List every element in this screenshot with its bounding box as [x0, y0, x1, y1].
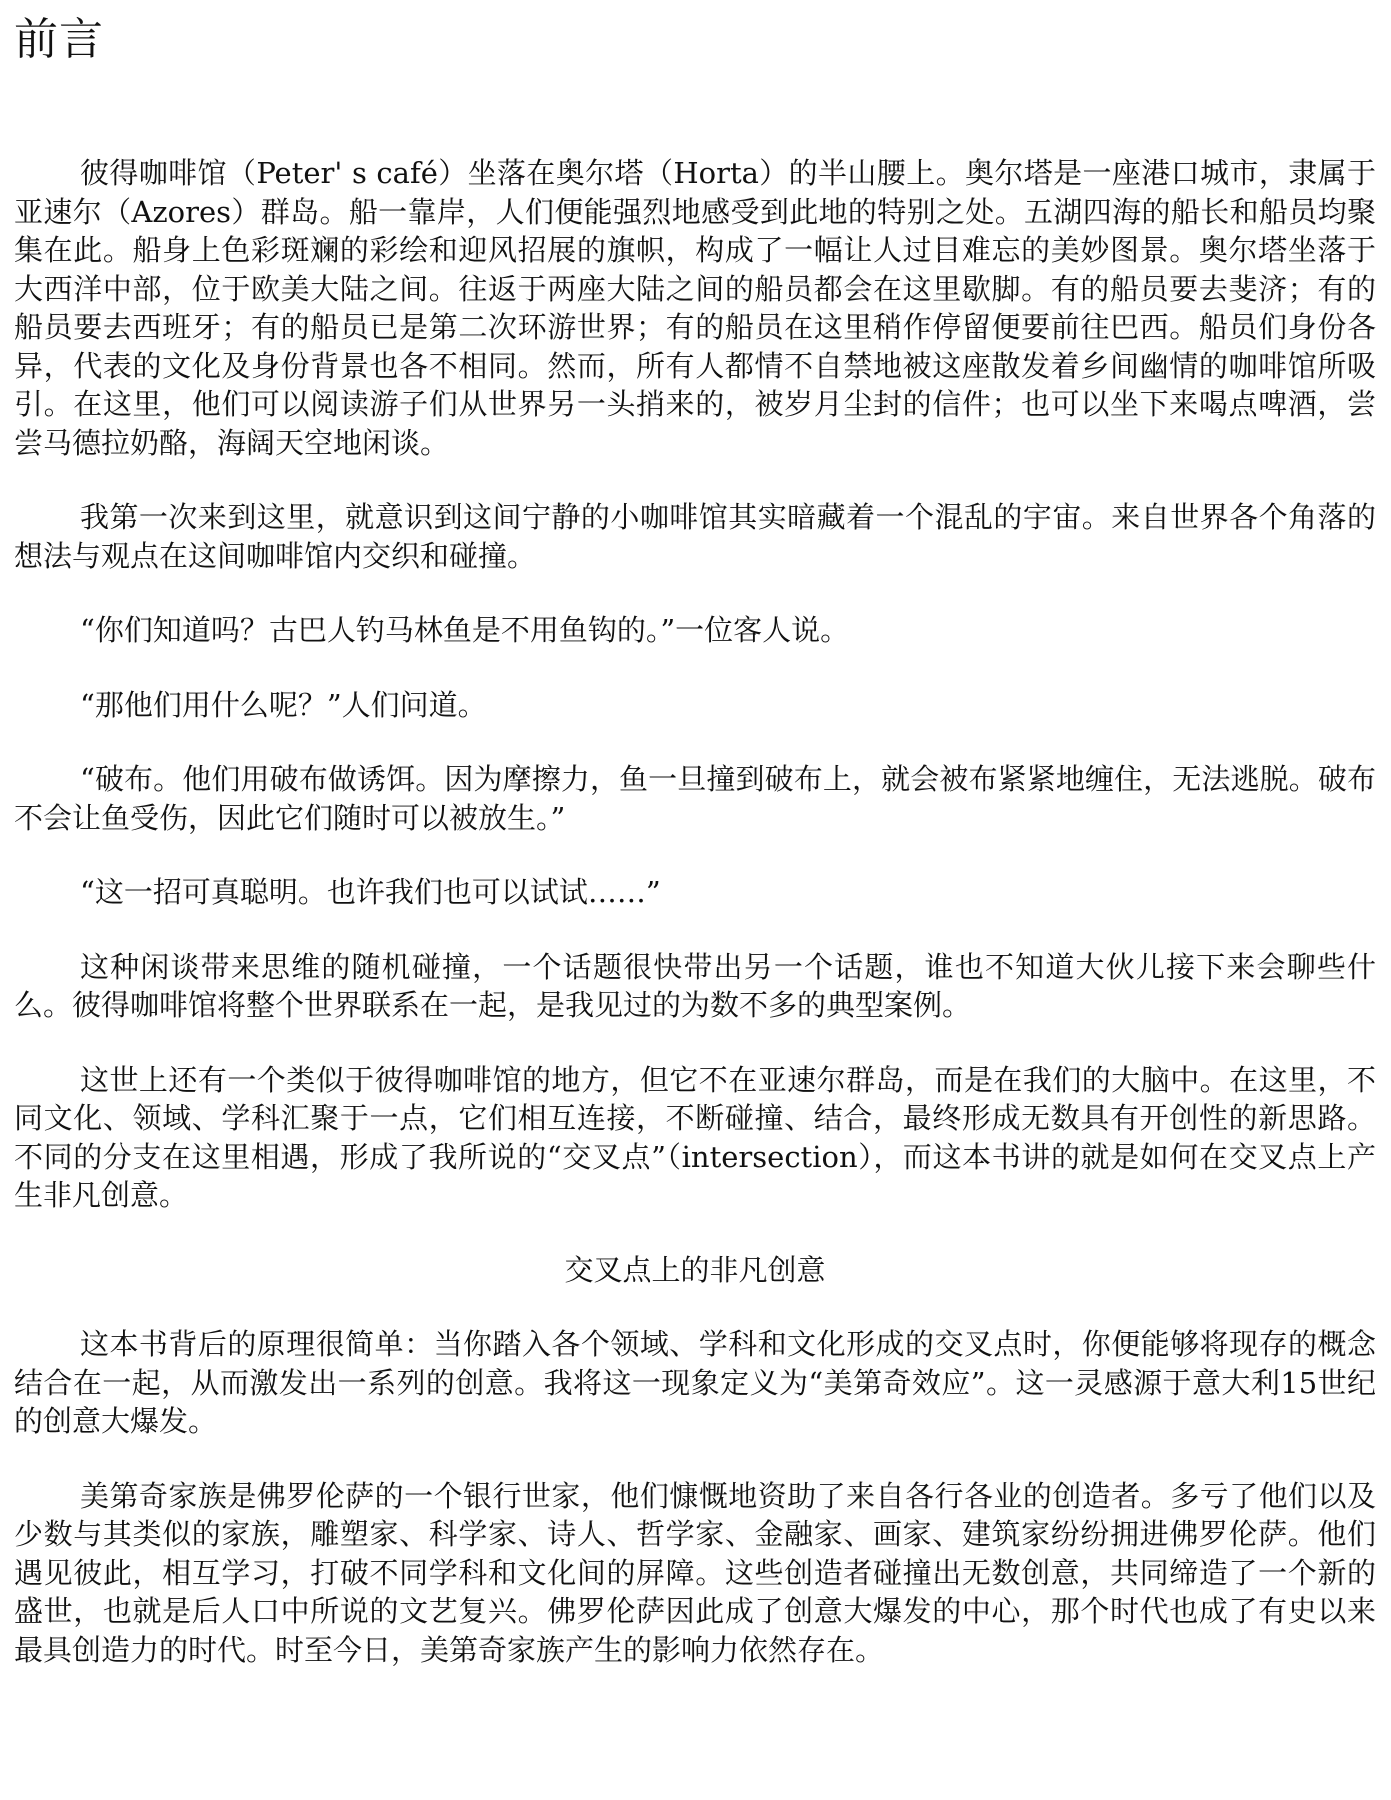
paragraph-random-collision: 这种闲谈带来思维的随机碰撞，一个话题很快带出另一个话题，谁也不知道大伙儿接下来会聊些什么。彼得咖啡馆将整个世界联系在一起，是我见过的为数不多的典型案例。 — [14, 949, 1376, 1022]
paragraph-dialogue-3: “破布。他们用破布做诱饵。因为摩擦力，鱼一旦撞到破布上，就会被布紧紧地缠住，无法逃脱。破布不会让鱼受伤，因此它们随时可以被放生。” — [14, 762, 1376, 835]
page-title: 前言 — [14, 14, 104, 65]
paragraph-medici-effect: 这本书背后的原理很简单：当你踏入各个领域、学科和文化形成的交叉点时，你便能够将现存的概念结合在一起，从而激发出一系列的创意。我将这一现象定义为“美第奇效应”。这一灵感源于意大利15世纪的创意大爆发。 — [14, 1327, 1376, 1438]
paragraph-dialogue-4: “这一招可真聪明。也许我们也可以试试……” — [80, 875, 661, 909]
section-title: 交叉点上的非凡创意 — [564, 1252, 826, 1287]
paragraph-dialogue-2: “那他们用什么呢？”人们问道。 — [80, 687, 487, 722]
document-page — [14, 12, 1376, 1705]
paragraph-medici-family: 美第奇家族是佛罗伦萨的一个银行世家，他们慷慨地资助了来自各行各业的创造者。多亏了他们以及少数与其类似的家族，雕塑家、科学家、诗人、哲学家、金融家、画家、建筑家纷纷拥进佛罗伦萨。他们遇见彼此，相互学习，打破不同学科和文化间的屏障。这些创造者碰撞出无数创意，共同缔造了一个新的盛世，也就是后人口中所说的文艺复兴。佛罗伦萨因此成了创意大爆发的中心，那个时代也成了有史以来最具创造力的时代。时至今日，美第奇家族产生的影响力依然存在。 — [14, 1478, 1376, 1667]
paragraph-first-visit: 我第一次来到这里，就意识到这间宁静的小咖啡馆其实暗藏着一个混乱的宇宙。来自世界各个角落的想法与观点在这间咖啡馆内交织和碰撞。 — [14, 500, 1376, 573]
paragraph-intersection: 这世上还有一个类似于彼得咖啡馆的地方，但它不在亚速尔群岛，而是在我们的大脑中。在这里，不同文化、领域、学科汇聚于一点，它们相互连接，不断碰撞、结合，最终形成无数具有开创性的新思路。不同的分支在这里相遇，形成了我所说的“交叉点”（intersection），而这本书讲的就是如何在交叉点上产生非凡创意。 — [14, 1062, 1376, 1212]
paragraph-dialogue-1: “你们知道吗？古巴人钓马林鱼是不用鱼钩的。”一位客人说。 — [80, 613, 850, 647]
paragraph-peters-cafe: 彼得咖啡馆（Peter' s café）坐落在奥尔塔（Horta）的半山腰上。奥尔塔是一座港口城市，隶属于亚速尔（Azores）群岛。船一靠岸，人们便能强烈地感受到此地的特别之处。五湖四海的船长和船员均聚集在此。船身上色彩斑斓的彩绘和迎风招展的旗帜，构成了一幅让人过目难忘的美妙图景。奥尔塔坐落于大西洋中部，位于欧美大陆之间。往返于两座大陆之间的船员都会在这里歇脚。有的船员要去斐济；有的船员要去西班牙；有的船员已是第二次环游世界；有的船员在这里稍作停留便要前往巴西。船员们身份各异，代表的文化及身份背景也各不相同。然而，所有人都情不自禁地被这座散发着乡间幽情的咖啡馆所吸引。在这里，他们可以阅读游子们从世界另一头捎来的，被岁月尘封的信件；也可以坐下来喝点啤酒，尝尝马德拉奶酪，海阔天空地闲谈。 — [14, 156, 1376, 460]
